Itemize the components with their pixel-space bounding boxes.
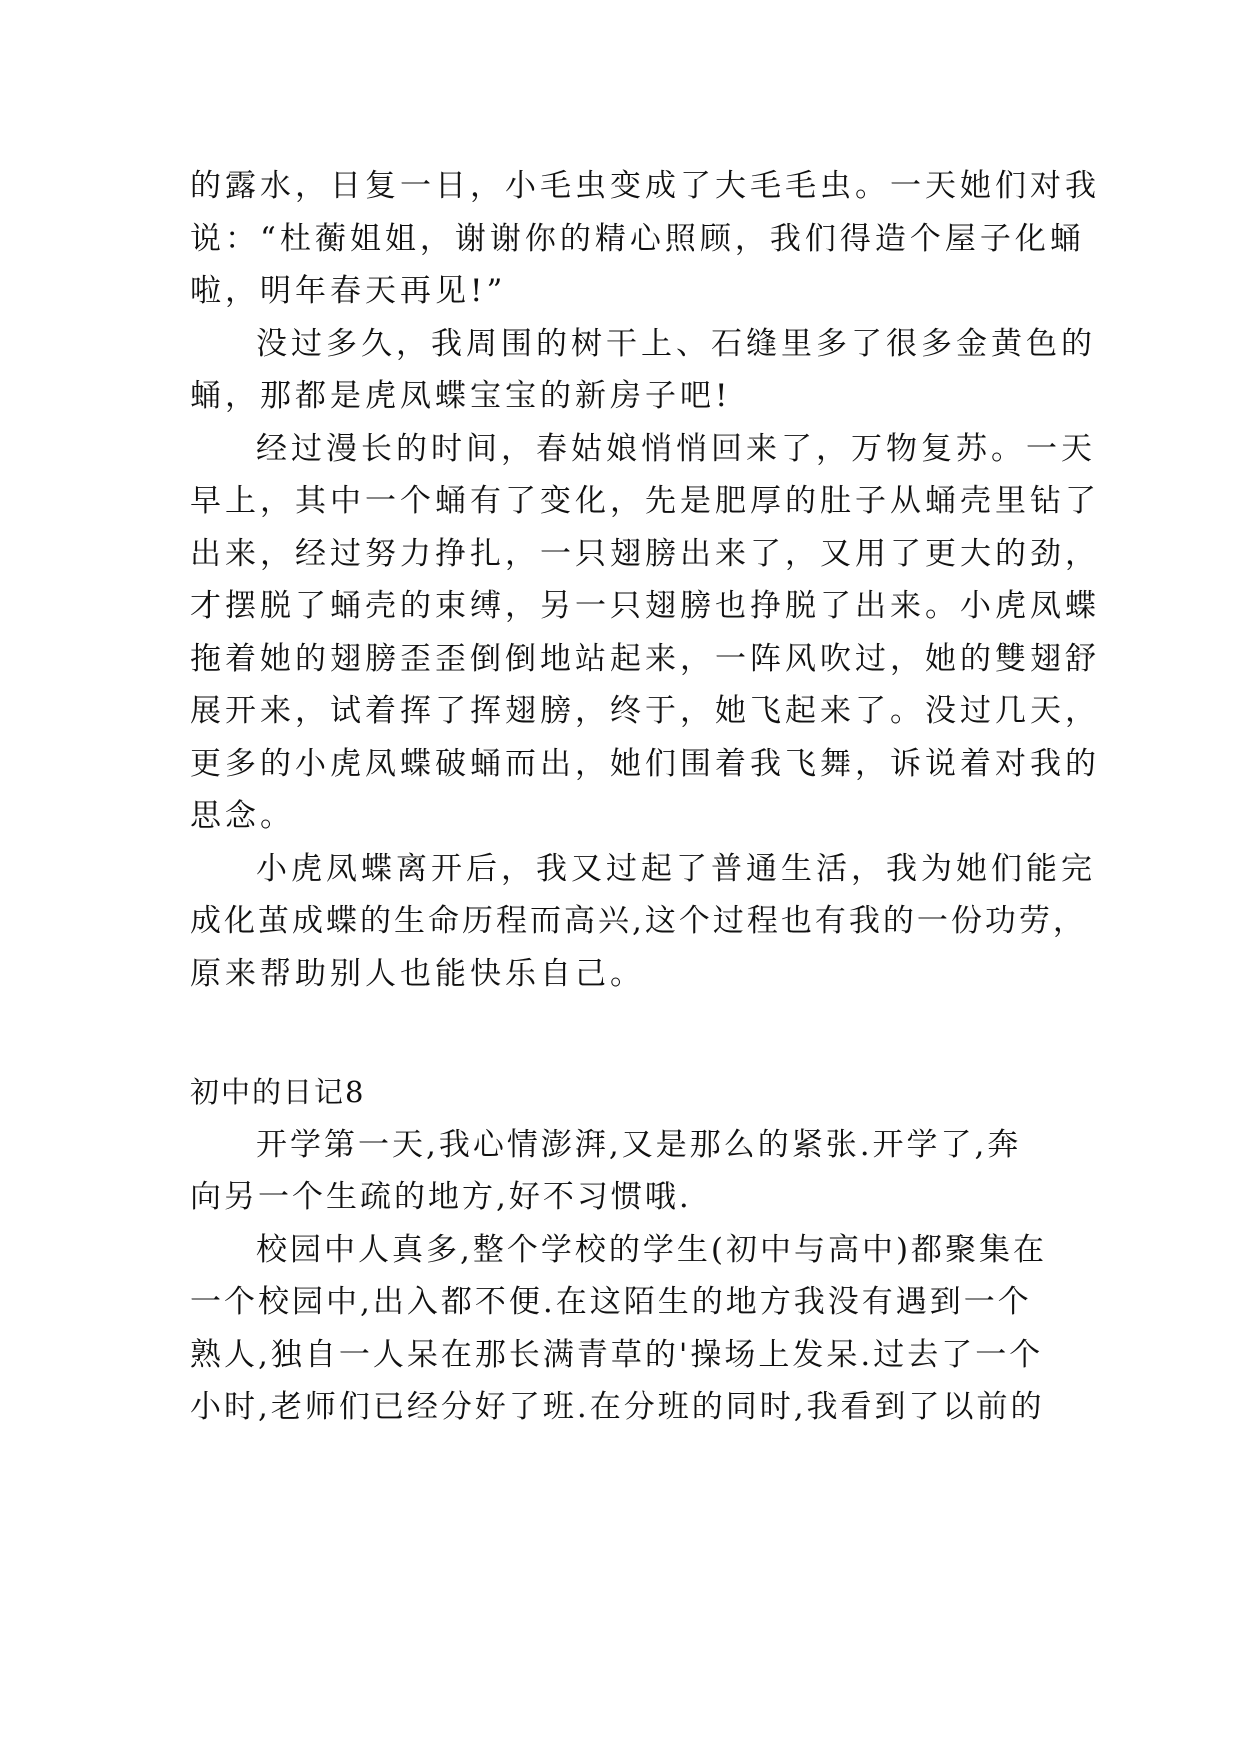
text-line: 思念。 xyxy=(190,798,295,834)
text-line: 才摆脱了蛹壳的束缚，另一只翅膀也挣脱了出来。小虎凤蝶 xyxy=(190,588,1100,624)
text-line: 更多的小虎凤蝶破蛹而出，她们围着我飞舞，诉说着对我的 xyxy=(190,745,1100,782)
text-line: 一个校园中,出入都不便.在这陌生的地方我没有遇到一个 xyxy=(190,1284,1032,1320)
text-line: 小虎凤蝶离开后，我又过起了普通生活，我为她们能完 xyxy=(256,850,1096,887)
paragraph-dew xyxy=(190,160,1100,318)
paragraph-pupae xyxy=(190,318,1096,423)
paragraph-emergence xyxy=(190,423,1100,843)
text-line: 开学第一天,我心情澎湃,又是那么的紧张.开学了,奔 xyxy=(256,1126,1022,1163)
text-line: 原来帮助别人也能快乐自己。 xyxy=(190,955,645,992)
text-line: 熟人,独自一人呆在那长满青草的'操场上发呆.过去了一个 xyxy=(190,1336,1044,1373)
text-line: 成化茧成蝶的生命历程而高兴,这个过程也有我的一份功劳， xyxy=(190,903,1087,939)
text-line: 说：“杜蘅姐姐，谢谢你的精心照顾，我们得造个屋子化蛹 xyxy=(190,220,1085,257)
text-line: 拖着她的翅膀歪歪倒倒地站起来，一阵风吹过，她的雙翅舒 xyxy=(190,640,1100,677)
text-line: 早上，其中一个蛹有了变化，先是肥厚的肚子从蛹壳里钻了 xyxy=(190,483,1100,519)
text-line: 经过漫长的时间，春姑娘悄悄回来了，万物复苏。一天 xyxy=(256,430,1096,467)
section-gap xyxy=(190,1000,1050,1066)
text-line: 出来，经过努力挣扎，一只翅膀出来了，又用了更大的劲， xyxy=(190,535,1100,572)
paragraph-first-day xyxy=(190,1119,1050,1224)
text-line: 向另一个生疏的地方,好不习惯哦. xyxy=(190,1179,692,1215)
section-heading: 初中的日记8 xyxy=(190,1075,366,1109)
document-body xyxy=(190,160,1100,1434)
text-line: 蛹，那都是虎凤蝶宝宝的新房子吧! xyxy=(190,378,732,414)
text-line: 的露水，日复一日，小毛虫变成了大毛毛虫。一天她们对我 xyxy=(190,168,1100,204)
paragraph-campus xyxy=(190,1224,1050,1434)
text-line: 啦，明年春天再见!” xyxy=(190,273,507,309)
paragraph-conclusion xyxy=(190,843,1096,1001)
text-line: 小时,老师们已经分好了班.在分班的同时,我看到了以前的 xyxy=(190,1389,1045,1425)
text-line: 展开来，试着挥了挥翅膀，终于，她飞起来了。没过几天， xyxy=(190,693,1100,729)
text-line: 没过多久，我周围的树干上、石缝里多了很多金黄色的 xyxy=(256,325,1096,362)
text-line: 校园中人真多,整个学校的学生(初中与高中)都聚集在 xyxy=(256,1231,1048,1268)
